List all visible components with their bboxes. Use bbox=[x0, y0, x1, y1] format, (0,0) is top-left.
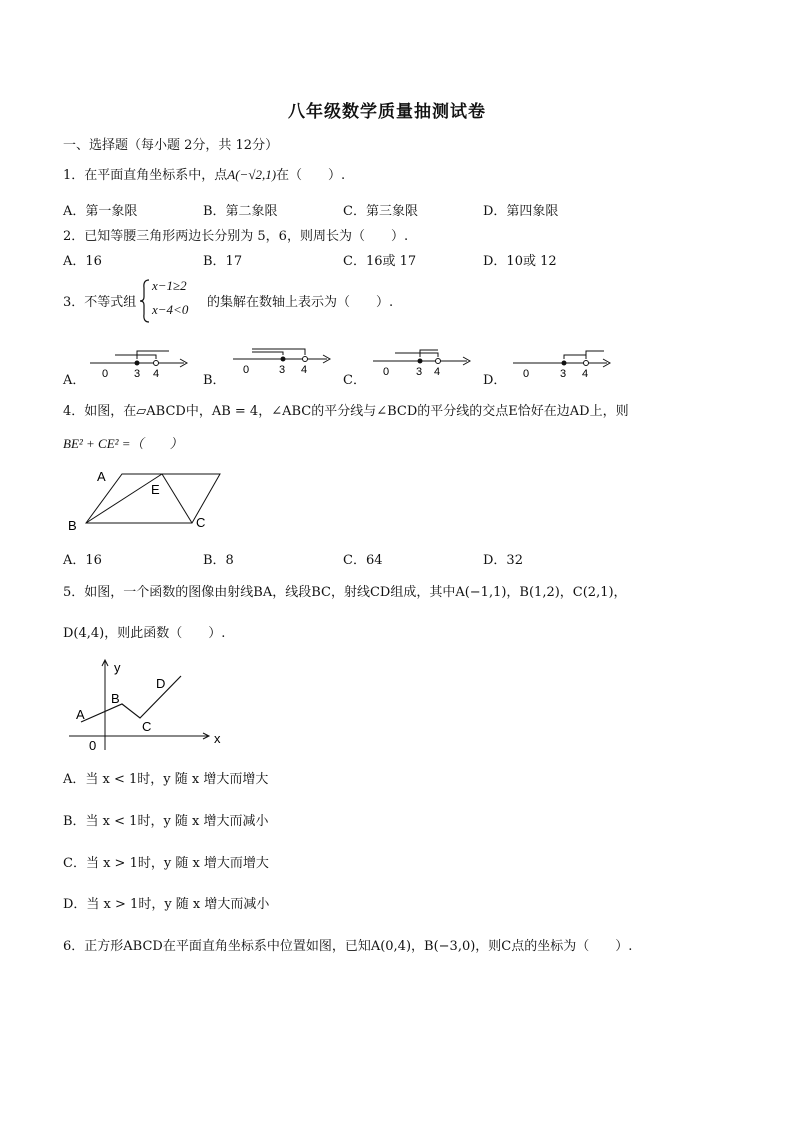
page-title: 八年级数学质量抽测试卷 bbox=[288, 102, 486, 122]
question-1 bbox=[63, 164, 345, 183]
q3-option-b: B． bbox=[203, 373, 226, 388]
q3-numberline-b bbox=[231, 343, 336, 375]
question-3-post: 的集解在数轴上表示为（ ）. bbox=[207, 295, 394, 310]
q3-numberline-c bbox=[371, 345, 476, 377]
q4-option-d: D．32 bbox=[483, 553, 523, 568]
tick-label: 4 bbox=[153, 368, 160, 379]
axis-y-label: y bbox=[114, 660, 121, 675]
q3-option-d: D． bbox=[483, 373, 507, 388]
axis-x-label: x bbox=[214, 731, 221, 746]
q5-option-b: B．当 x < 1时，y 随 x 增大而减小 bbox=[63, 814, 269, 829]
tick-label: 3 bbox=[416, 366, 423, 377]
label-A: A bbox=[76, 707, 85, 722]
question-5-line2: D(4,4)，则此函数（ ）. bbox=[63, 626, 226, 641]
q5-option-d: D．当 x > 1时，y 随 x 增大而减小 bbox=[63, 897, 270, 912]
label-B: B bbox=[68, 518, 77, 533]
q4-option-b: B．8 bbox=[203, 553, 234, 568]
tick-label: 0 bbox=[383, 366, 390, 377]
q1-option-c: C．第三象限 bbox=[343, 204, 418, 219]
q2-option-b: B．17 bbox=[203, 254, 243, 269]
q1-option-d: D．第四象限 bbox=[483, 204, 559, 219]
q4-option-c: C．64 bbox=[343, 553, 383, 568]
q3-option-a: A． bbox=[63, 373, 86, 388]
origin-label: 0 bbox=[89, 738, 97, 752]
question-4-line2: BE² + CE² =（ ） bbox=[63, 436, 183, 451]
label-A: A bbox=[97, 469, 106, 484]
tick-label: 0 bbox=[102, 368, 109, 379]
section-heading: 一、选择题（每小题 2分，共 12分） bbox=[63, 138, 279, 153]
q5-option-c: C．当 x > 1时，y 随 x 增大而增大 bbox=[63, 856, 269, 871]
tick-label: 0 bbox=[243, 364, 250, 375]
q2-option-a: A．16 bbox=[63, 254, 102, 269]
q2-option-d: D．10或 12 bbox=[483, 254, 557, 269]
tick-label: 3 bbox=[134, 368, 141, 379]
label-B: B bbox=[111, 691, 120, 706]
q4-parallelogram-figure bbox=[64, 464, 229, 534]
q3-numberline-a bbox=[88, 347, 193, 379]
label-D: D bbox=[156, 676, 166, 691]
question-2: 2．已知等腰三角形两边长分别为 5，6，则周长为（ ）. bbox=[63, 229, 409, 244]
tick-label: 4 bbox=[582, 368, 589, 379]
q3-inequality-1: x−1≥2 bbox=[152, 278, 187, 293]
question-6: 6．正方形ABCD在平面直角坐标系中位置如图，已知A(0,4)，B(−3,0)，则C点的坐标为（ ）. bbox=[63, 939, 633, 954]
q3-brace bbox=[139, 278, 151, 324]
label-C: C bbox=[196, 515, 206, 530]
q1-stem-post: 在（ ）. bbox=[276, 168, 346, 183]
label-C: C bbox=[142, 719, 152, 734]
label-E: E bbox=[151, 482, 160, 497]
q4-option-a: A．16 bbox=[63, 553, 102, 568]
q1-option-a: A．第一象限 bbox=[63, 204, 138, 219]
q3-numberline-d bbox=[511, 347, 616, 379]
tick-label: 0 bbox=[523, 368, 530, 379]
tick-label: 3 bbox=[560, 368, 567, 379]
q3-inequality-2: x−4<0 bbox=[152, 302, 189, 317]
tick-label: 4 bbox=[434, 366, 441, 377]
q2-option-c: C．16或 17 bbox=[343, 254, 417, 269]
tick-label: 4 bbox=[301, 364, 308, 375]
q5-option-a: A．当 x < 1时，y 随 x 增大而增大 bbox=[63, 772, 269, 787]
question-3-pre: 3．不等式组 bbox=[63, 295, 137, 310]
question-5-line1: 5．如图，一个函数的图像由射线BA，线段BC，射线CD组成，其中A(−1,1)，B(1,2)，C(2,1)， bbox=[63, 585, 627, 600]
q1-option-b: B．第二象限 bbox=[203, 204, 278, 219]
q1-point: A(−√2,1) bbox=[227, 167, 277, 182]
q1-stem-pre: 1．在平面直角坐标系中，点 bbox=[63, 168, 228, 183]
question-4-line1: 4．如图，在▱ABCD中，AB = 4，∠ABC的平分线与∠BCD的平分线的交点E恰好在边AD上，则 bbox=[63, 404, 629, 419]
tick-label: 3 bbox=[279, 364, 286, 375]
q5-function-graph bbox=[64, 656, 234, 752]
q3-option-c: C． bbox=[343, 373, 366, 388]
